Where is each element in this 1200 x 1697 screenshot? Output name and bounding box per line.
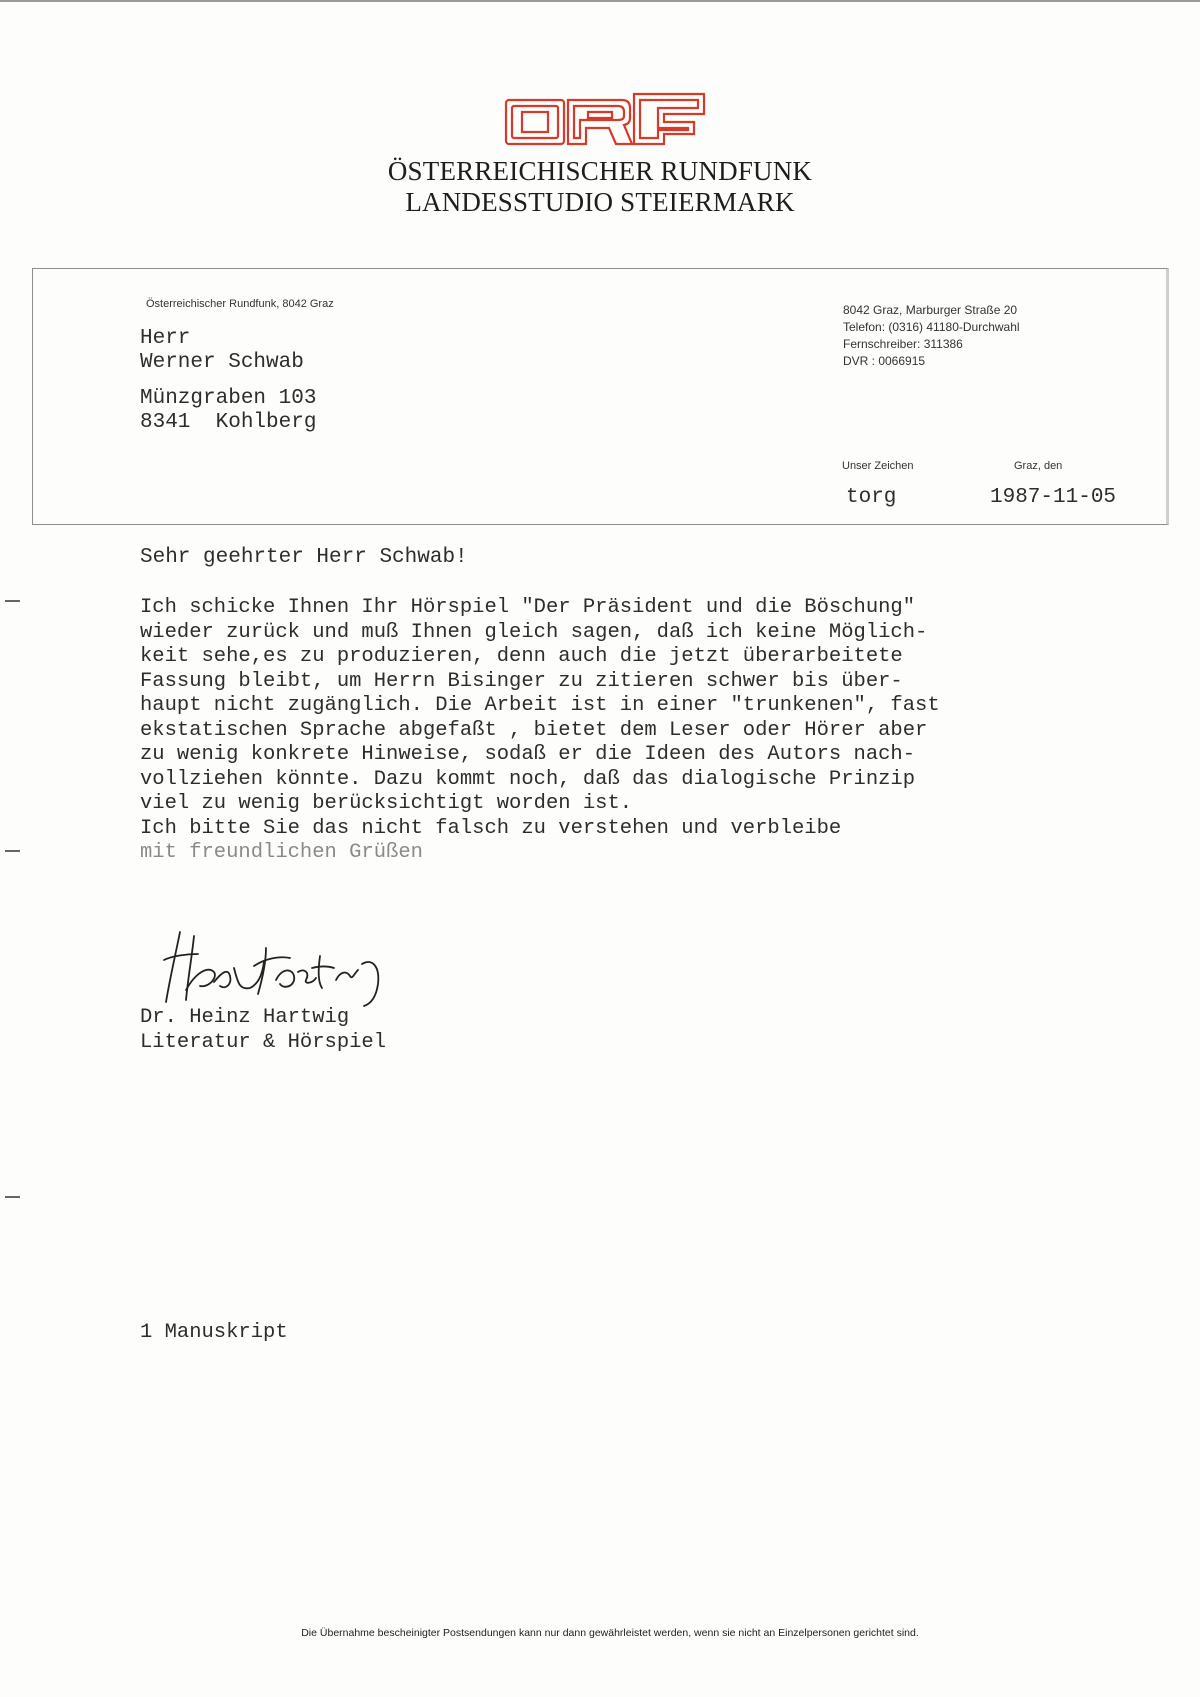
body-line: Fassung bleibt, um Herrn Bisinger zu zitieren schwer bis über- [140, 669, 903, 693]
letter-body [140, 596, 940, 866]
signer-block [140, 1006, 386, 1055]
recipient-street: Münzgraben 103 [140, 387, 317, 410]
contact-details [843, 302, 1020, 370]
sender-return-address: Österreichischer Rundfunk, 8042 Graz [146, 298, 334, 310]
fold-mark [5, 850, 20, 852]
body-line: viel zu wenig berücksichtigt worden ist. [140, 792, 633, 815]
reference-value: torg [846, 486, 897, 509]
body-line: ekstatischen Sprache abgefaßt , bietet dem Leser oder Hörer aber [140, 718, 928, 742]
organization-line-1: ÖSTERREICHISCHER RUNDFUNK [387, 156, 813, 186]
recipient-name: Werner Schwab [140, 351, 304, 374]
organization-line-2: LANDESSTUDIO STEIERMARK [405, 187, 795, 217]
fold-mark [5, 1196, 20, 1198]
date-label: Graz, den [1014, 460, 1063, 472]
letter-closing: mit freundlichen Grüßen [140, 841, 423, 864]
date-value: 1987-11-05 [990, 486, 1117, 509]
organization-name [300, 156, 900, 218]
reference-label: Unser Zeichen [842, 460, 914, 472]
body-line: Ich bitte Sie das nicht falsch zu verstehen und verbleibe [140, 816, 842, 840]
orf-logo [504, 92, 706, 148]
handwritten-signature [158, 928, 394, 1010]
letter-salutation: Sehr geehrter Herr Schwab! [140, 546, 468, 569]
page-top-edge [0, 0, 1200, 2]
contact-telex: Fernschreiber: 311386 [843, 337, 963, 351]
enclosure-note: 1 Manuskript [140, 1321, 288, 1344]
contact-address: 8042 Graz, Marburger Straße 20 [843, 303, 1018, 317]
body-line: wieder zurück und muß Ihnen gleich sagen, daß ich keine Möglich- [140, 620, 928, 644]
body-line: vollziehen könnte. Dazu kommt noch, daß das dialogische Prinzip [140, 767, 916, 791]
contact-phone: Telefon: (0316) 41180-Durchwahl [843, 320, 1020, 334]
recipient-title: Herr [140, 327, 191, 350]
body-line: zu wenig konkrete Hinweise, sodaß er die Ideen des Autors nach- [140, 743, 916, 766]
body-line: Ich schicke Ihnen Ihr Hörspiel "Der Präsident und die Böschung" [140, 596, 916, 619]
body-line: haupt nicht zugänglich. Die Arbeit ist in einer "trunkenen", fast [140, 694, 940, 717]
fold-mark [5, 600, 20, 602]
footer-note: Die Übernahme bescheinigter Postsendungen kann nur dann gewährleistet werden, wenn sie nicht an Einzelpersonen gerichtet sind. [301, 1627, 919, 1639]
signer-department: Literatur & Hörspiel [140, 1030, 387, 1054]
signer-name: Dr. Heinz Hartwig [140, 1006, 350, 1029]
recipient-city: 8341 Kohlberg [140, 411, 317, 434]
body-line: keit sehe,es zu produzieren, denn auch die jetzt überarbeitete [140, 645, 903, 668]
recipient-address [140, 327, 316, 435]
contact-dvr: DVR : 0066915 [843, 354, 926, 368]
